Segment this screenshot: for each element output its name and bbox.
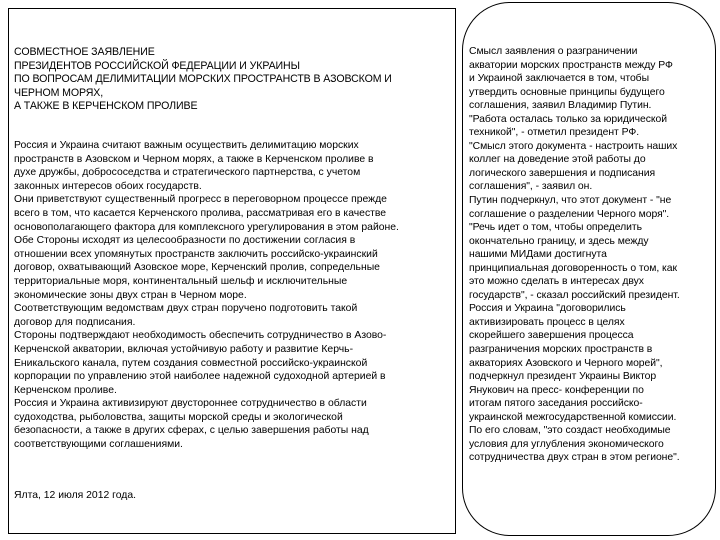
place-date: Ялта, 12 июля 2012 года. [14,490,136,501]
commentary-line: окончательно границу, и здесь между [469,235,649,247]
title-line: ЧЕРНОМ МОРЯХ, [14,86,104,99]
statement-paragraph [14,302,454,329]
body-line: договор, охватывающий Азовское море, Керченский пролив, сопредельные [14,262,380,274]
body-line: Обе Стороны исходят из целесообразности по достижении согласия в [14,235,356,247]
body-line: соответствующими соглашениями. [14,439,183,451]
statement-paragraph [14,234,454,302]
commentary-line: нашими МИДами достигнута [469,249,607,261]
commentary-text [469,45,716,465]
statement-body [14,139,454,452]
body-line: Россия и Украина активизируют двустороннее сотрудничество в области [14,398,367,410]
commentary-line: разграничения морских пространств в [469,344,653,356]
body-line: Еникальского канала, путем создания совместной российско-украинской [14,357,368,369]
commentary-line: подчеркнул президент Украины Виктор [469,371,657,383]
body-line: безопасности, а также в других сферах, с целью завершения работы над [14,425,369,437]
statement-paragraph [14,329,454,397]
body-line: Керченской акватории, включая устойчивую работу и развитие Керчь- [14,343,354,355]
body-line: корпорации по управлению этой наиболее надежной судоходной артерией в [14,371,386,383]
commentary-line: это можно сделать в интересах двух [469,276,644,288]
body-line: законных интересов обоих государств. [14,180,202,192]
title-line: А ТАКЖЕ В КЕРЧЕНСКОМ ПРОЛИВЕ [14,100,198,113]
commentary-line: утвердить основные принципы будущего [469,86,665,98]
commentary-line: "Работа осталась только за юридической [469,113,667,125]
commentary-line: скорейшего завершения процесса [469,330,634,342]
body-line: отношении всех упомянутых пространств заключить российско-украинский [14,248,378,260]
commentary-line: условия для углубления экономического [469,438,664,450]
commentary-line: техникой", - отметил президент РФ. [469,127,640,139]
commentary-line: "Речь идет о том, чтобы определить [469,222,642,234]
body-line: экономические зоны двух стран в Черном море. [14,289,247,301]
title-line: СОВМЕСТНОЕ ЗАЯВЛЕНИЕ [14,46,155,58]
body-line: судоходства, рыболовства, защиты морской среды и экологической [14,411,343,423]
body-line: Россия и Украина считают важным осуществить делимитацию морских [14,140,359,151]
body-line: Соответствующим ведомствам двух стран поручено подготовить такой [14,303,358,315]
commentary-panel [462,2,716,536]
statement-title [14,46,454,114]
commentary-line: государств", - сказал российский президент. [469,289,680,301]
body-line: Они приветствуют существенный прогресс в переговорном процессе прежде [14,194,387,206]
commentary-line: "Смысл этого документа - настроить наших [469,140,678,152]
commentary-line: акватории морских пространств между РФ [469,59,673,71]
commentary-line: коллег на доведение этой работы до [469,154,646,166]
body-line: основополагающего фактора для комплексного урегулирования в этом районе. [14,221,399,233]
commentary-line: логического завершения и подписания [469,167,656,179]
commentary-line: акваториях Азовского и Черного морей", [469,357,663,369]
commentary-line: и Украиной заключается в том, чтобы [469,73,649,85]
commentary-line: соглашение о разделении Черного моря". [469,208,670,220]
commentary-line: Янукович на пресс- конференции по [469,384,644,396]
title-line: ПО ВОПРОСАМ ДЕЛИМИТАЦИИ МОРСКИХ ПРОСТРАНСТВ В АЗОВСКОМ И [14,73,392,86]
commentary-line: соглашения, заявил Владимир Путин. [469,100,652,112]
commentary-line: Россия и Украина "договорились [469,303,626,315]
statement-paragraph [14,193,454,234]
commentary-line: активизировать процесс в целях [469,316,625,328]
commentary-line: Путин подчеркнул, что этот документ - "не [469,195,672,207]
body-line: пространств в Азовском и Черном морях, а также в Керченском проливе в [14,153,374,165]
body-line: договор для подписания. [14,316,136,328]
commentary-line: По его словам, "это создаст необходимые [469,425,671,437]
body-line: духе дружбы, добрососедства и стратегического партнерства, с учетом [14,167,361,179]
commentary-line: сотрудничества двух стран в этом регионе". [469,452,680,464]
body-line: всего в том, что касается Керченского пролива, рассматривая его в качестве [14,207,387,219]
body-line: Керченском проливе. [14,384,117,396]
commentary-line: итогам пятого заседания российско- [469,398,643,410]
statement-paragraph [14,397,454,451]
title-line: ПРЕЗИДЕНТОВ РОССИЙСКОЙ ФЕДЕРАЦИИ И УКРАИНЫ [14,59,300,72]
statement-paragraph [14,139,454,193]
commentary-line: Смысл заявления о разграничении [469,46,638,57]
body-line: территориальные моря, континентальный шельф и исключительные [14,275,348,287]
body-line: Стороны подтверждают необходимость обеспечить сотрудничество в Азово- [14,330,387,342]
joint-statement-panel [8,8,456,534]
commentary-line: принципиальная договоренность о том, как [469,262,677,274]
commentary-line: соглашения", - заявил он. [469,181,593,193]
commentary-line: украинской межгосударственной комиссии. [469,411,677,423]
